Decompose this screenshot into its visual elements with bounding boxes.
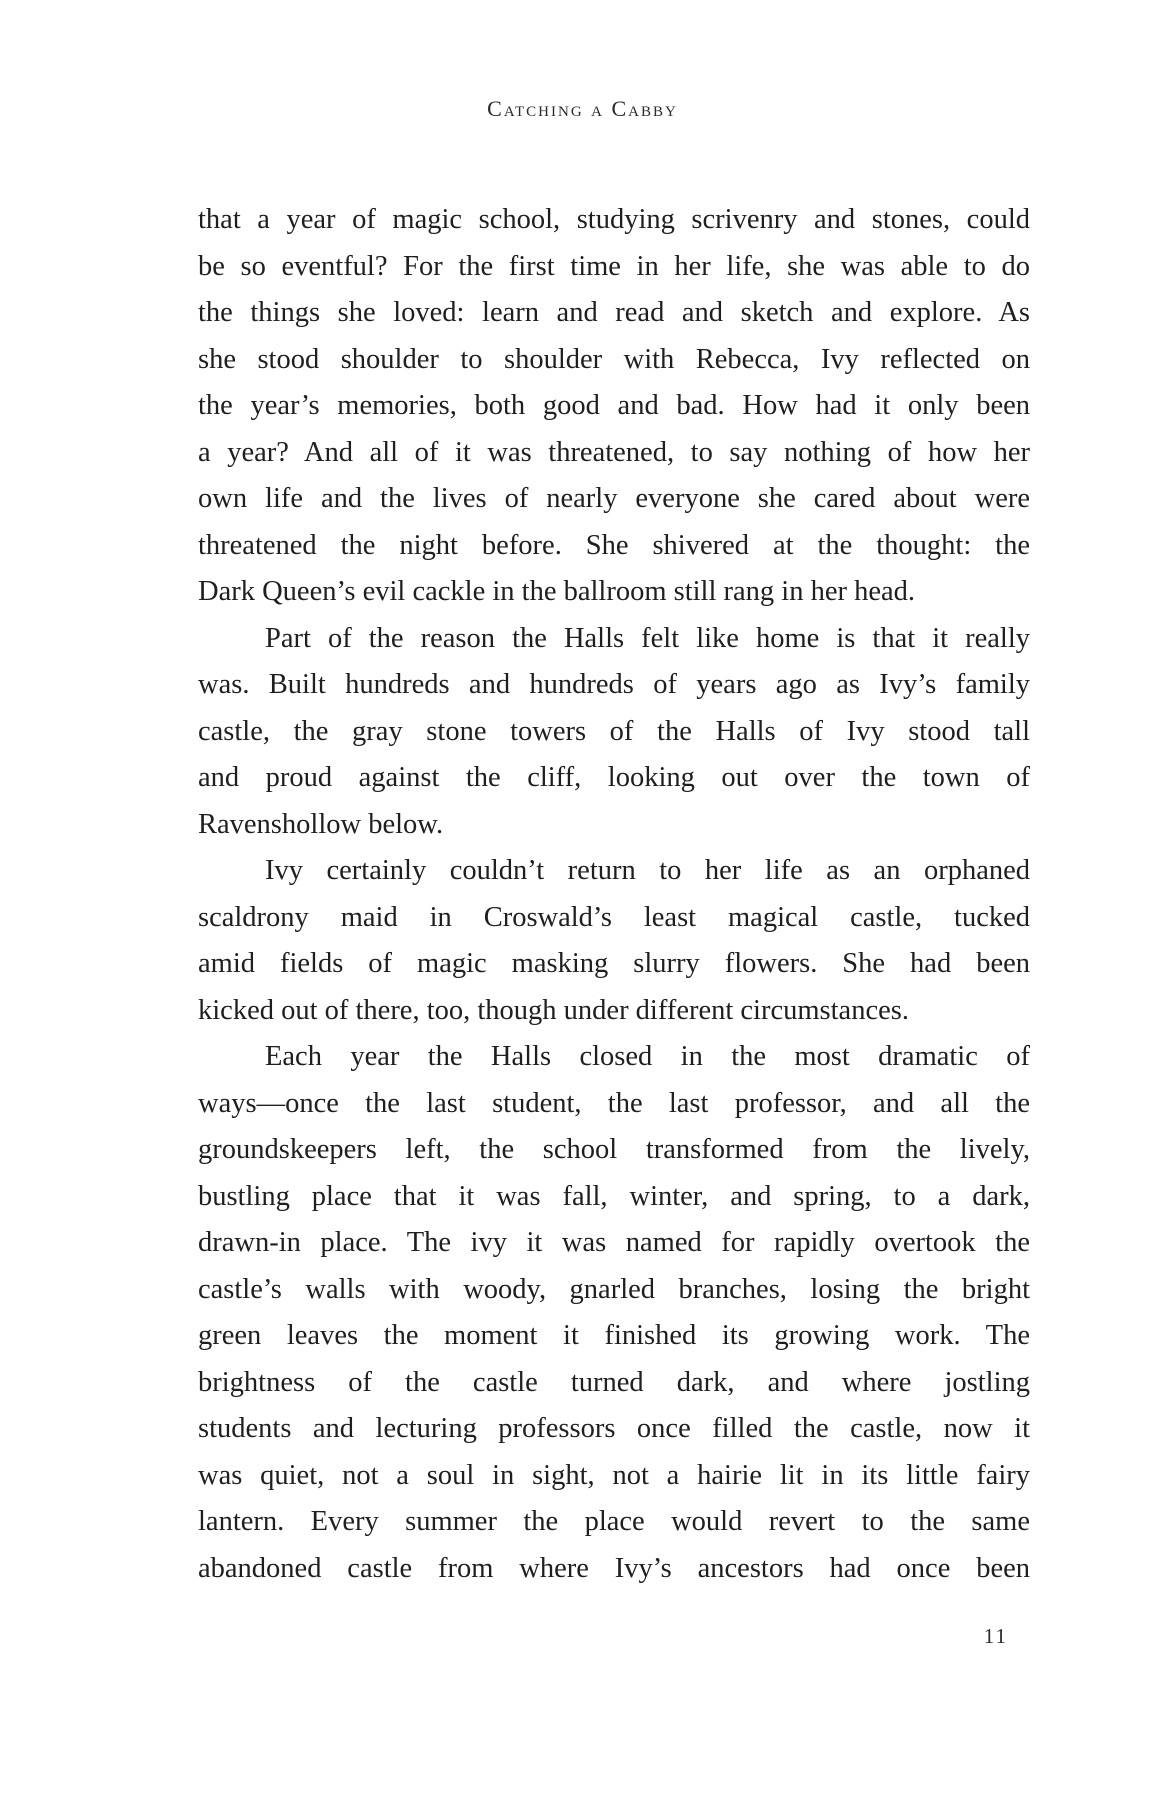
body-text: [198, 197, 1030, 1592]
text-line: groundskeepers left, the school transformed from the lively,: [198, 1134, 1030, 1165]
text-line: lantern. Every summer the place would revert to the same: [198, 1506, 1030, 1537]
text-line: was. Built hundreds and hundreds of years ago as Ivy’s family: [198, 669, 1030, 700]
running-head: Catching a Cabby: [487, 96, 678, 121]
text-line: drawn-in place. The ivy it was named for rapidly overtook the: [198, 1227, 1030, 1258]
text-line: the year’s memories, both good and bad. How had it only been: [198, 390, 1030, 421]
paragraph-first-line: Each year the Halls closed in the most dramatic of: [265, 1041, 1030, 1072]
text-line: Dark Queen’s evil cackle in the ballroom still rang in her head.: [198, 576, 916, 607]
text-line: she stood shoulder to shoulder with Rebecca, Ivy reflected on: [198, 343, 1030, 375]
text-line: a year? And all of it was threatened, to say nothing of how her: [198, 436, 1030, 468]
page-number: 11: [983, 1624, 1008, 1648]
text-line: kicked out of there, too, though under different circumstances.: [198, 994, 909, 1026]
paragraph-first-line: Ivy certainly couldn’t return to her life as an orphaned: [265, 855, 1030, 886]
text-line: ways—once the last student, the last professor, and all the: [198, 1087, 1030, 1119]
text-line: the things she loved: learn and read and sketch and explore. As: [198, 297, 1030, 328]
text-line: and proud against the cliff, looking out over the town of: [198, 762, 1030, 793]
text-line: amid fields of magic masking slurry flowers. She had been: [198, 948, 1030, 979]
text-line: abandoned castle from where Ivy’s ancestors had once been: [198, 1552, 1030, 1584]
text-line: students and lecturing professors once filled the castle, now it: [198, 1413, 1030, 1444]
text-line: castle’s walls with woody, gnarled branches, losing the bright: [198, 1273, 1030, 1305]
text-line: was quiet, not a soul in sight, not a hairie lit in its little fairy: [198, 1459, 1030, 1491]
text-line: own life and the lives of nearly everyone she cared about were: [198, 483, 1030, 514]
text-line: scaldrony maid in Croswald’s least magical castle, tucked: [198, 901, 1030, 933]
text-line: bustling place that it was fall, winter, and spring, to a dark,: [198, 1180, 1030, 1212]
text-line: castle, the gray stone towers of the Halls of Ivy stood tall: [198, 715, 1030, 747]
text-line: be so eventful? For the first time in her life, she was able to do: [198, 250, 1030, 282]
text-line: Ravenshollow below.: [198, 808, 444, 840]
text-line: that a year of magic school, studying scrivenry and stones, could: [198, 204, 1030, 235]
text-line: green leaves the moment it finished its growing work. The: [198, 1320, 1030, 1351]
text-line: threatened the night before. She shivered at the thought: the: [198, 529, 1030, 561]
paragraph-first-line: Part of the reason the Halls felt like home is that it really: [265, 622, 1030, 654]
text-line: brightness of the castle turned dark, and where jostling: [198, 1366, 1030, 1398]
